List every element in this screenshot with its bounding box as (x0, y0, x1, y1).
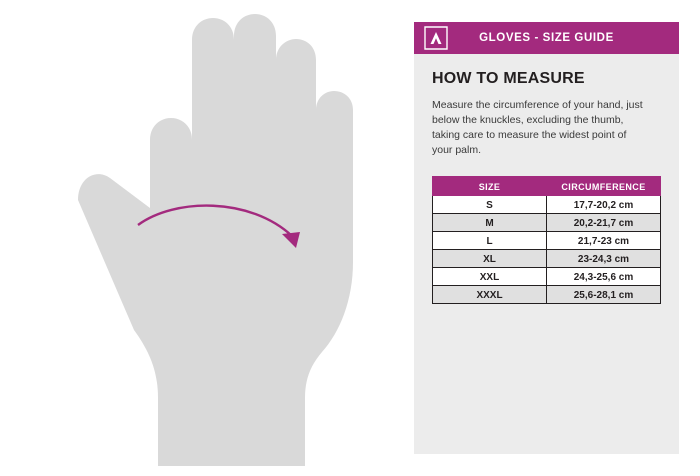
table-row (433, 232, 661, 250)
cell-size: S (433, 196, 547, 214)
panel-body (414, 54, 679, 304)
cell-circumference: 21,7-23 cm (547, 232, 661, 250)
table-header-row (433, 177, 661, 196)
cell-circumference: 25,6-28,1 cm (547, 286, 661, 304)
cell-circumference: 24,3-25,6 cm (547, 268, 661, 286)
table-row (433, 214, 661, 232)
panel-header (414, 22, 679, 54)
table-header-size: SIZE (433, 177, 547, 196)
brand-a-logo-icon (422, 24, 450, 52)
table-row (433, 196, 661, 214)
size-guide-panel (414, 22, 679, 454)
cell-size: L (433, 232, 547, 250)
size-table (432, 176, 661, 304)
cell-size: M (433, 214, 547, 232)
panel-title: GLOVES - SIZE GUIDE (479, 32, 614, 44)
how-to-measure-heading: HOW TO MEASURE (432, 70, 585, 87)
cell-circumference: 20,2-21,7 cm (547, 214, 661, 232)
cell-size: XL (433, 250, 547, 268)
cell-circumference: 23-24,3 cm (547, 250, 661, 268)
cell-size: XXL (433, 268, 547, 286)
hand-silhouette-icon (78, 14, 353, 466)
table-header-circumference: CIRCUMFERENCE (547, 177, 661, 196)
how-to-measure-text: Measure the circumference of your hand, just below the knuckles, excluding the thumb, taking care to measure the widest point of your palm. (432, 99, 643, 156)
table-row (433, 250, 661, 268)
cell-circumference: 17,7-20,2 cm (547, 196, 661, 214)
cell-size: XXXL (433, 286, 547, 304)
table-row (433, 268, 661, 286)
table-row (433, 286, 661, 304)
